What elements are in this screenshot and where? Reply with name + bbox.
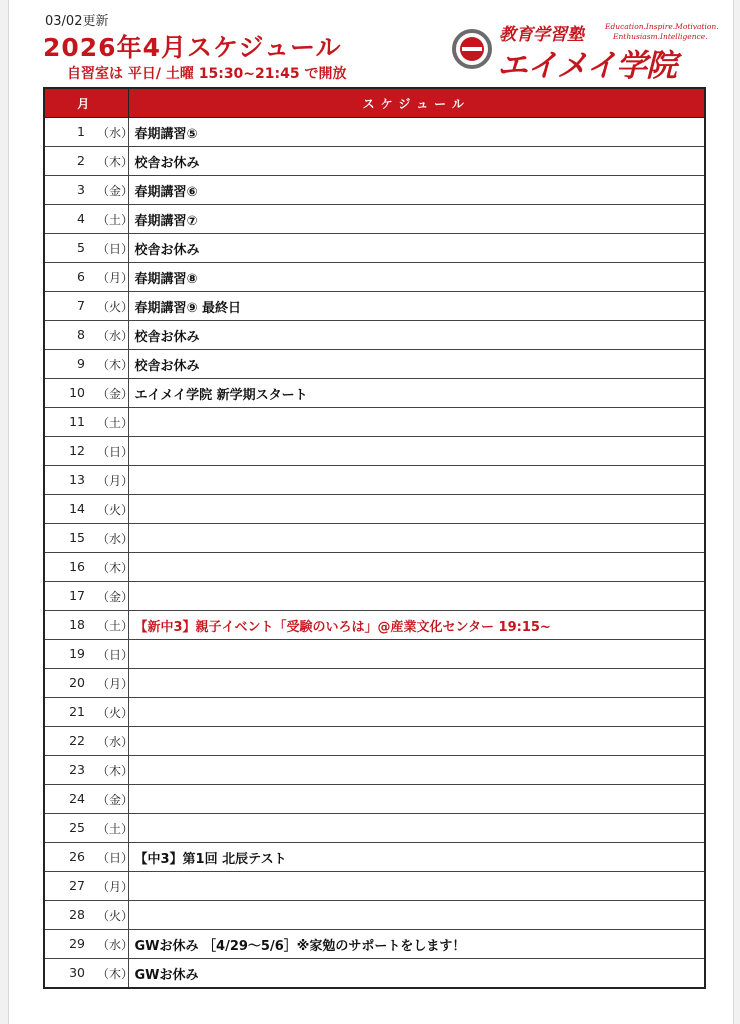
logo-top-text: 教育学習塾 [499, 25, 584, 45]
event-cell [128, 872, 705, 901]
event-cell [128, 495, 705, 524]
weekday-label: （土） [97, 213, 134, 227]
table-row [44, 147, 705, 176]
page-title: 2026年4月スケジュール [43, 33, 342, 62]
day-number: 2 [77, 153, 85, 168]
weekday-label: （木） [97, 764, 134, 778]
day-number: 3 [77, 182, 85, 197]
weekday-label: （火） [97, 909, 134, 923]
event-cell: 春期講習⑦ [128, 205, 705, 234]
event-cell [128, 785, 705, 814]
day-number: 22 [69, 733, 85, 748]
date-cell [44, 350, 134, 379]
day-number: 18 [69, 617, 85, 632]
day-number: 26 [69, 849, 85, 864]
table-row [44, 408, 705, 437]
weekday-label: （金） [97, 387, 134, 401]
event-cell [128, 466, 705, 495]
weekday-label: （土） [97, 416, 134, 430]
date-cell [44, 785, 134, 814]
table-row [44, 843, 705, 872]
day-number: 8 [77, 327, 85, 342]
date-cell [44, 524, 134, 553]
event-cell: 【新中3】親子イベント「受験のいろは」@産業文化センター 19:15~ [128, 611, 705, 640]
date-cell [44, 959, 134, 989]
table-row [44, 959, 705, 989]
event-cell [128, 698, 705, 727]
event-cell: 【中3】第1回 北辰テスト [128, 843, 705, 872]
weekday-label: （金） [97, 793, 134, 807]
day-number: 27 [69, 878, 85, 893]
table-row [44, 234, 705, 263]
table-row [44, 350, 705, 379]
day-number: 25 [69, 820, 85, 835]
date-cell [44, 611, 134, 640]
weekday-label: （水） [97, 938, 134, 952]
date-cell [44, 756, 134, 785]
table-row [44, 582, 705, 611]
weekday-label: （金） [97, 184, 134, 198]
date-cell [44, 147, 134, 176]
table-row [44, 611, 705, 640]
event-cell: GWお休み [128, 959, 705, 989]
event-cell: 校舎お休み [128, 147, 705, 176]
day-number: 15 [69, 530, 85, 545]
event-cell [128, 756, 705, 785]
day-number: 9 [77, 356, 85, 371]
event-cell: GWお休み ［4/29～5/6］※家勉のサポートをします！ [128, 930, 705, 959]
weekday-label: （木） [97, 155, 134, 169]
table-row [44, 205, 705, 234]
day-number: 24 [69, 791, 85, 806]
date-cell [44, 437, 134, 466]
date-cell [44, 727, 134, 756]
table-row [44, 669, 705, 698]
event-cell [128, 582, 705, 611]
table-row [44, 321, 705, 350]
day-number: 30 [69, 965, 85, 980]
day-number: 6 [77, 269, 85, 284]
weekday-label: （火） [97, 706, 134, 720]
weekday-label: （水） [97, 126, 134, 140]
table-row [44, 872, 705, 901]
date-cell [44, 698, 134, 727]
event-cell [128, 524, 705, 553]
date-cell [44, 901, 134, 930]
event-cell [128, 901, 705, 930]
day-number: 10 [69, 385, 85, 400]
weekday-label: （木） [97, 561, 134, 575]
date-cell [44, 176, 134, 205]
updated-date: 03/02更新 [45, 14, 109, 29]
weekday-label: （日） [97, 445, 134, 459]
day-number: 20 [69, 675, 85, 690]
schedule-column-header: スケジュール [128, 88, 705, 118]
table-row [44, 176, 705, 205]
event-cell: 校舎お休み [128, 321, 705, 350]
event-cell [128, 437, 705, 466]
table-row [44, 901, 705, 930]
date-cell [44, 495, 134, 524]
date-cell [44, 118, 134, 147]
weekday-label: （月） [97, 474, 134, 488]
month-column-header: 月 [44, 88, 128, 118]
schedule-sheet [8, 0, 734, 1024]
table-row [44, 930, 705, 959]
table-row [44, 379, 705, 408]
table-row [44, 118, 705, 147]
table-row [44, 553, 705, 582]
day-number: 29 [69, 936, 85, 951]
table-row [44, 640, 705, 669]
table-row [44, 495, 705, 524]
weekday-label: （火） [97, 300, 134, 314]
logo-e-emblem-icon [451, 28, 493, 70]
weekday-label: （土） [97, 619, 134, 633]
event-cell: 春期講習⑧ [128, 263, 705, 292]
weekday-label: （月） [97, 271, 134, 285]
day-number: 5 [77, 240, 85, 255]
table-row [44, 466, 705, 495]
table-row [44, 727, 705, 756]
event-cell [128, 553, 705, 582]
school-logo [441, 16, 721, 82]
date-cell [44, 843, 134, 872]
date-cell [44, 640, 134, 669]
weekday-label: （月） [97, 880, 134, 894]
date-cell [44, 379, 134, 408]
date-cell [44, 234, 134, 263]
date-cell [44, 930, 134, 959]
logo-tagline: Education.Inspire.Motivation. Enthusiasm.Intelligence. [605, 22, 719, 41]
weekday-label: （月） [97, 677, 134, 691]
event-cell: 春期講習⑤ [128, 118, 705, 147]
day-number: 12 [69, 443, 85, 458]
date-cell [44, 263, 134, 292]
weekday-label: （土） [97, 822, 134, 836]
schedule-rows [44, 118, 705, 989]
event-cell: 校舎お休み [128, 350, 705, 379]
day-number: 19 [69, 646, 85, 661]
weekday-label: （金） [97, 590, 134, 604]
day-number: 4 [77, 211, 85, 226]
event-cell: 春期講習⑨ 最終日 [128, 292, 705, 321]
event-cell [128, 727, 705, 756]
date-cell [44, 553, 134, 582]
event-cell: 春期講習⑥ [128, 176, 705, 205]
table-row [44, 524, 705, 553]
day-number: 21 [69, 704, 85, 719]
weekday-label: （水） [97, 329, 134, 343]
event-cell: エイメイ学院 新学期スタート [128, 379, 705, 408]
weekday-label: （火） [97, 503, 134, 517]
day-number: 13 [69, 472, 85, 487]
day-number: 11 [69, 414, 85, 429]
event-cell [128, 669, 705, 698]
weekday-label: （水） [97, 532, 134, 546]
schedule-table [43, 87, 706, 989]
table-row [44, 814, 705, 843]
table-row [44, 698, 705, 727]
event-cell [128, 814, 705, 843]
table-header-row [44, 88, 705, 118]
table-row [44, 263, 705, 292]
table-row [44, 785, 705, 814]
date-cell [44, 814, 134, 843]
table-row [44, 292, 705, 321]
event-cell [128, 408, 705, 437]
date-cell [44, 408, 134, 437]
event-cell [128, 640, 705, 669]
table-row [44, 437, 705, 466]
weekday-label: （木） [97, 967, 134, 981]
weekday-label: （日） [97, 242, 134, 256]
date-cell [44, 321, 134, 350]
date-cell [44, 582, 134, 611]
event-cell: 校舎お休み [128, 234, 705, 263]
date-cell [44, 669, 134, 698]
day-number: 7 [77, 298, 85, 313]
table-row [44, 756, 705, 785]
weekday-label: （日） [97, 851, 134, 865]
day-number: 1 [77, 124, 85, 139]
day-number: 16 [69, 559, 85, 574]
day-number: 23 [69, 762, 85, 777]
weekday-label: （日） [97, 648, 134, 662]
weekday-label: （木） [97, 358, 134, 372]
logo-main-text: エイメイ学院 [497, 48, 677, 84]
study-room-notice: 自習室は 平日/ 土曜 15:30~21:45 で開放 [67, 66, 347, 82]
weekday-label: （水） [97, 735, 134, 749]
date-cell [44, 872, 134, 901]
date-cell [44, 205, 134, 234]
day-number: 14 [69, 501, 85, 516]
date-cell [44, 292, 134, 321]
day-number: 17 [69, 588, 85, 603]
date-cell [44, 466, 134, 495]
day-number: 28 [69, 907, 85, 922]
